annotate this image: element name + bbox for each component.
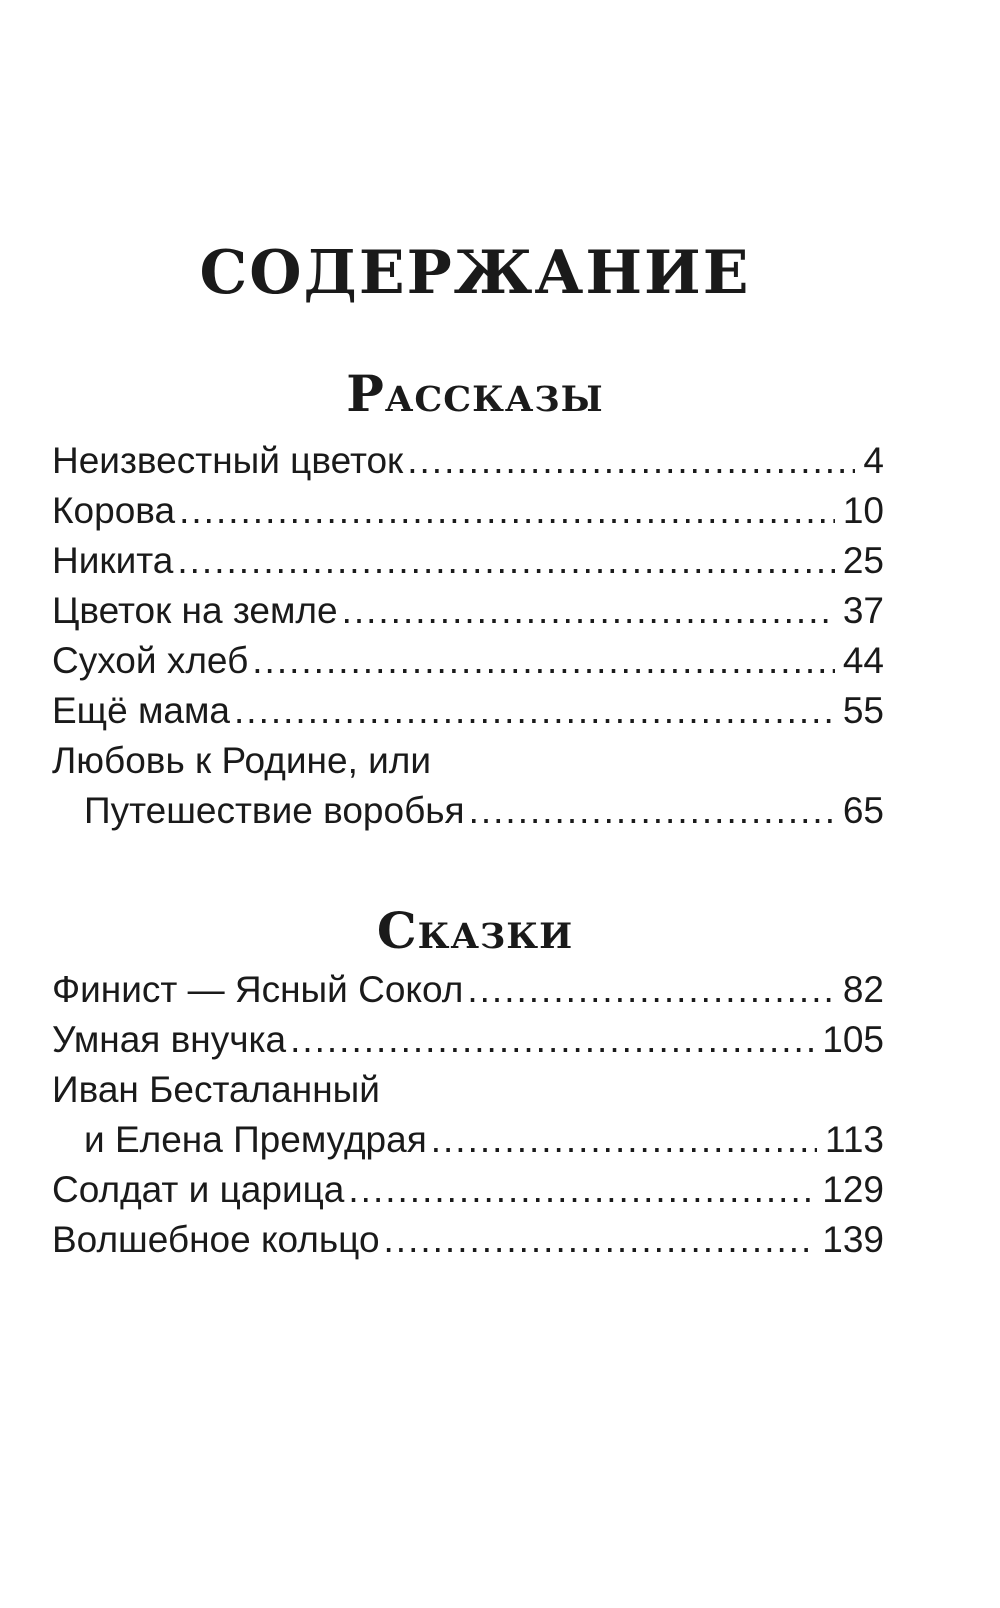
toc-entry-title: Солдат и царица xyxy=(52,1169,345,1210)
toc-page-number: 82 xyxy=(842,969,884,1010)
dot-leader xyxy=(407,436,855,486)
page-title: СОДЕРЖАНИЕ xyxy=(199,238,751,308)
toc-page-number: 65 xyxy=(842,790,884,831)
toc-page-number: 10 xyxy=(842,490,884,531)
toc-entry-title: Сухой хлеб xyxy=(52,640,249,681)
dot-leader xyxy=(177,536,834,586)
dot-leader xyxy=(469,786,835,836)
toc-page-number: 44 xyxy=(842,640,884,681)
toc-entry-title: Финист — Ясный Сокол xyxy=(52,969,464,1010)
toc-entry[interactable] xyxy=(52,636,884,686)
toc-entry[interactable] xyxy=(52,965,884,1015)
dot-leader xyxy=(431,1115,817,1165)
toc-entry[interactable] xyxy=(52,536,884,586)
toc-entry-title-continued: Путешествие воробья xyxy=(84,790,465,831)
toc-entry-title: Никита xyxy=(52,540,174,581)
toc-entry[interactable] xyxy=(52,736,884,836)
toc-entry-title: Иван Бесталанный xyxy=(52,1069,380,1110)
dot-leader xyxy=(179,486,835,536)
toc-list-tales xyxy=(52,965,884,1265)
toc-entry[interactable] xyxy=(52,686,884,736)
section-heading-stories: Рассказы xyxy=(346,364,604,423)
toc-entry[interactable] xyxy=(52,436,884,486)
dot-leader xyxy=(290,1015,814,1065)
toc-entry[interactable] xyxy=(52,1215,884,1265)
toc-entry-title: Любовь к Родине, или xyxy=(52,740,432,781)
dot-leader xyxy=(234,686,835,736)
toc-entry-title: Ещё мама xyxy=(52,690,231,731)
toc-list-stories xyxy=(52,436,884,836)
toc-entry-title: Цветок на земле xyxy=(52,590,338,631)
dot-leader xyxy=(467,965,834,1015)
toc-entry[interactable] xyxy=(52,486,884,536)
toc-entry[interactable] xyxy=(52,1165,884,1215)
toc-page-number: 129 xyxy=(822,1169,884,1210)
toc-entry[interactable] xyxy=(52,1065,884,1165)
toc-entry-title: Волшебное кольцо xyxy=(52,1219,380,1260)
toc-page-number: 55 xyxy=(842,690,884,731)
toc-page-number: 139 xyxy=(822,1219,884,1260)
section-heading-tales: Сказки xyxy=(376,901,574,960)
dot-leader xyxy=(384,1215,815,1265)
toc-entry-title: Умная внучка xyxy=(52,1019,287,1060)
toc-page-number: 37 xyxy=(842,590,884,631)
toc-entry[interactable] xyxy=(52,1015,884,1065)
toc-page-number: 4 xyxy=(863,440,884,481)
toc-entry[interactable] xyxy=(52,586,884,636)
dot-leader xyxy=(342,586,835,636)
toc-page-number: 113 xyxy=(825,1119,884,1160)
toc-page-number: 105 xyxy=(822,1019,884,1060)
toc-entry-title: Корова xyxy=(52,490,176,531)
toc-page-number: 25 xyxy=(842,540,884,581)
toc-entry-title-continued: и Елена Премудрая xyxy=(84,1119,427,1160)
dot-leader xyxy=(252,636,835,686)
toc-entry-title: Неизвестный цветок xyxy=(52,440,404,481)
dot-leader xyxy=(348,1165,814,1215)
